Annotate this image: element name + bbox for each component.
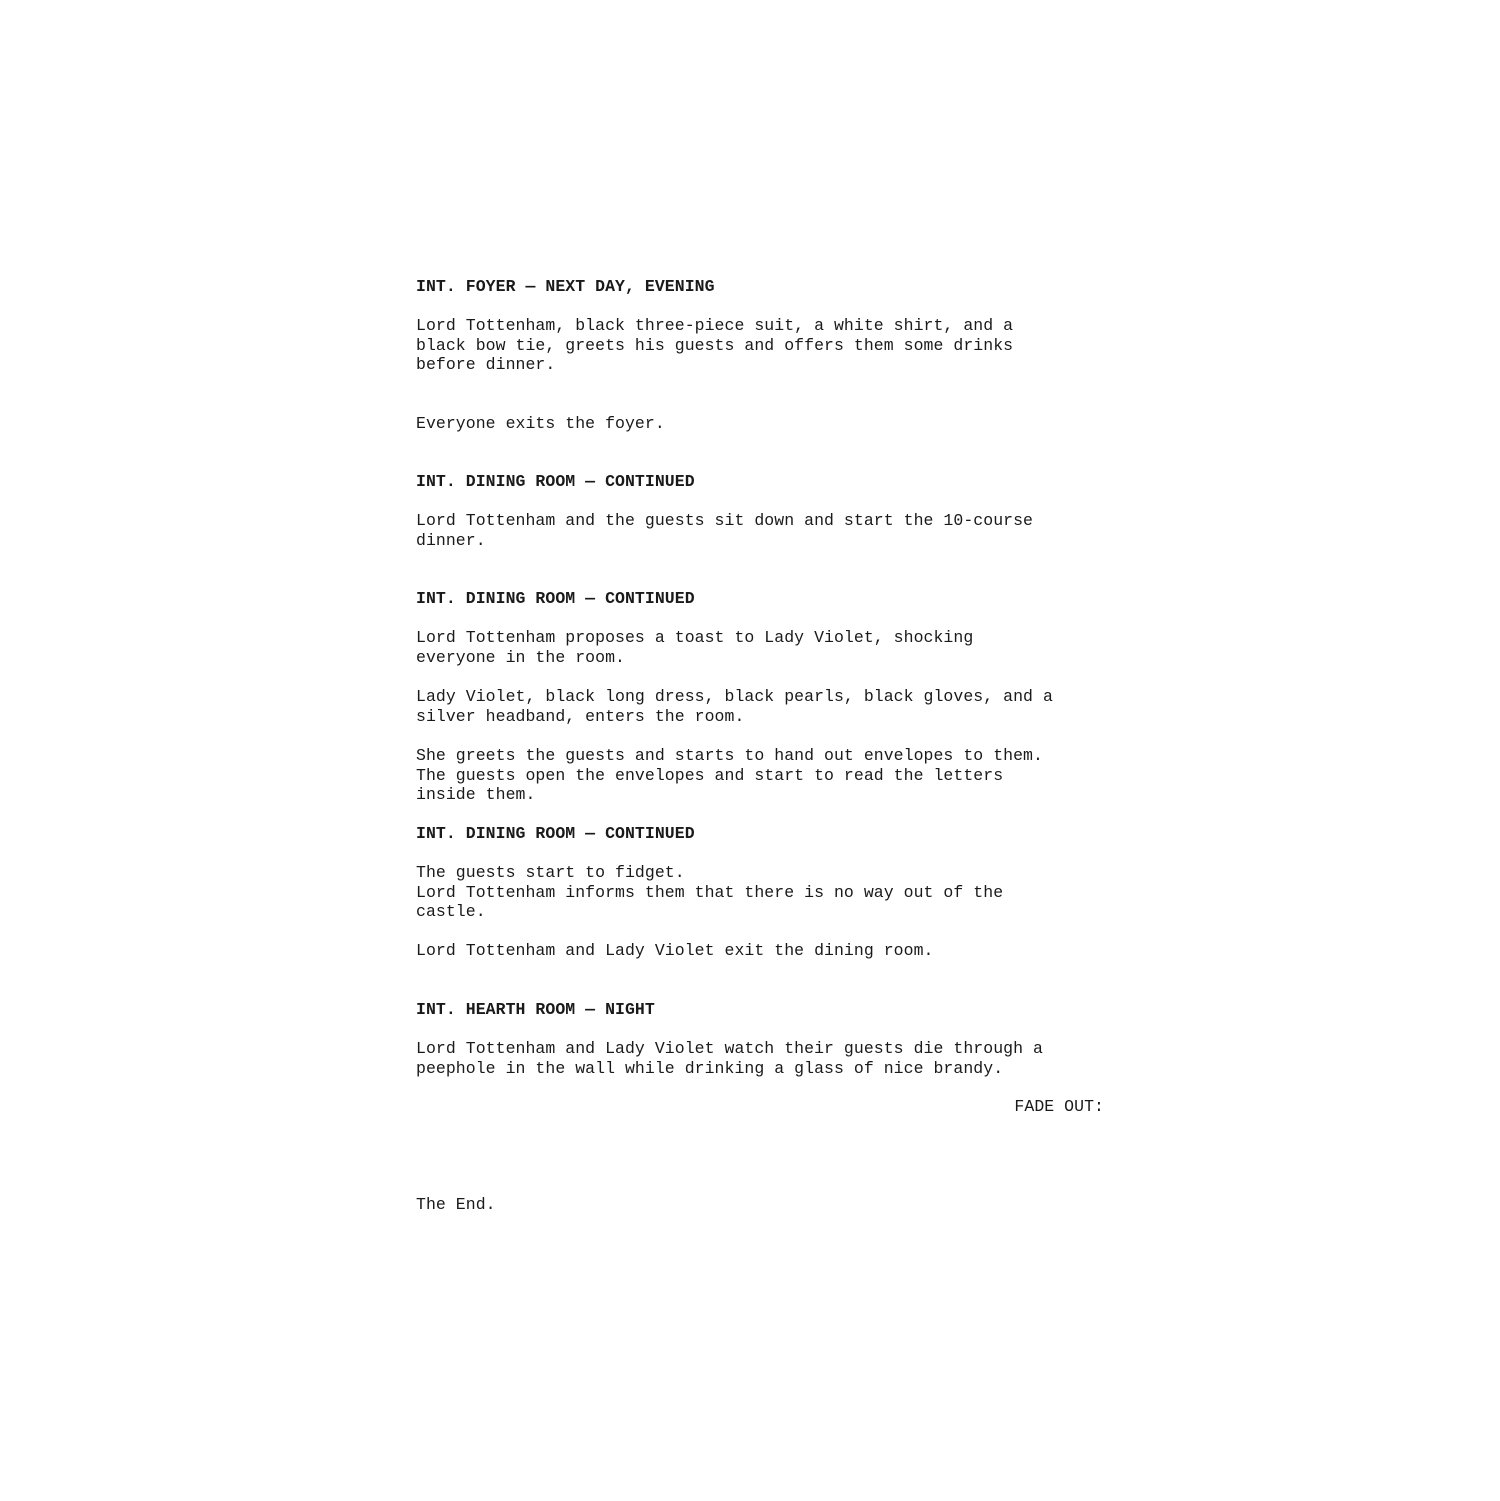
- action-paragraph: She greets the guests and starts to hand out envelopes to them. The guests open the envelopes and start to read the letters inside them.: [416, 746, 1043, 805]
- ending-text: The End.: [416, 1195, 496, 1214]
- action-paragraph: Lord Tottenham and Lady Violet watch their guests die through a peephole in the wall while drinking a glass of nice brandy.: [416, 1039, 1043, 1078]
- scene-heading-foyer: INT. FOYER — NEXT DAY, EVENING: [416, 277, 715, 296]
- scene-heading-dining-room: INT. DINING ROOM — CONTINUED: [416, 824, 695, 843]
- scene-heading-dining-room: INT. DINING ROOM — CONTINUED: [416, 472, 695, 491]
- action-paragraph: Lord Tottenham proposes a toast to Lady Violet, shocking everyone in the room.: [416, 628, 974, 667]
- action-paragraph: Lord Tottenham and the guests sit down and start the 10-course dinner.: [416, 511, 1033, 550]
- action-paragraph: The guests start to fidget. Lord Tottenham informs them that there is no way out of the castle.: [416, 863, 1004, 922]
- action-paragraph: Everyone exits the foyer.: [416, 414, 665, 433]
- action-paragraph: Lady Violet, black long dress, black pearls, black gloves, and a silver headband, enters the room.: [416, 687, 1053, 726]
- action-paragraph: Lord Tottenham, black three-piece suit, a white shirt, and a black bow tie, greets his guests and offers them some drinks before dinner.: [416, 316, 1014, 375]
- transition-fade-out: FADE OUT:: [1014, 1097, 1104, 1116]
- action-paragraph: Lord Tottenham and Lady Violet exit the dining room.: [416, 941, 934, 960]
- scene-heading-hearth-room: INT. HEARTH ROOM — NIGHT: [416, 1000, 655, 1019]
- scene-heading-dining-room: INT. DINING ROOM — CONTINUED: [416, 589, 695, 608]
